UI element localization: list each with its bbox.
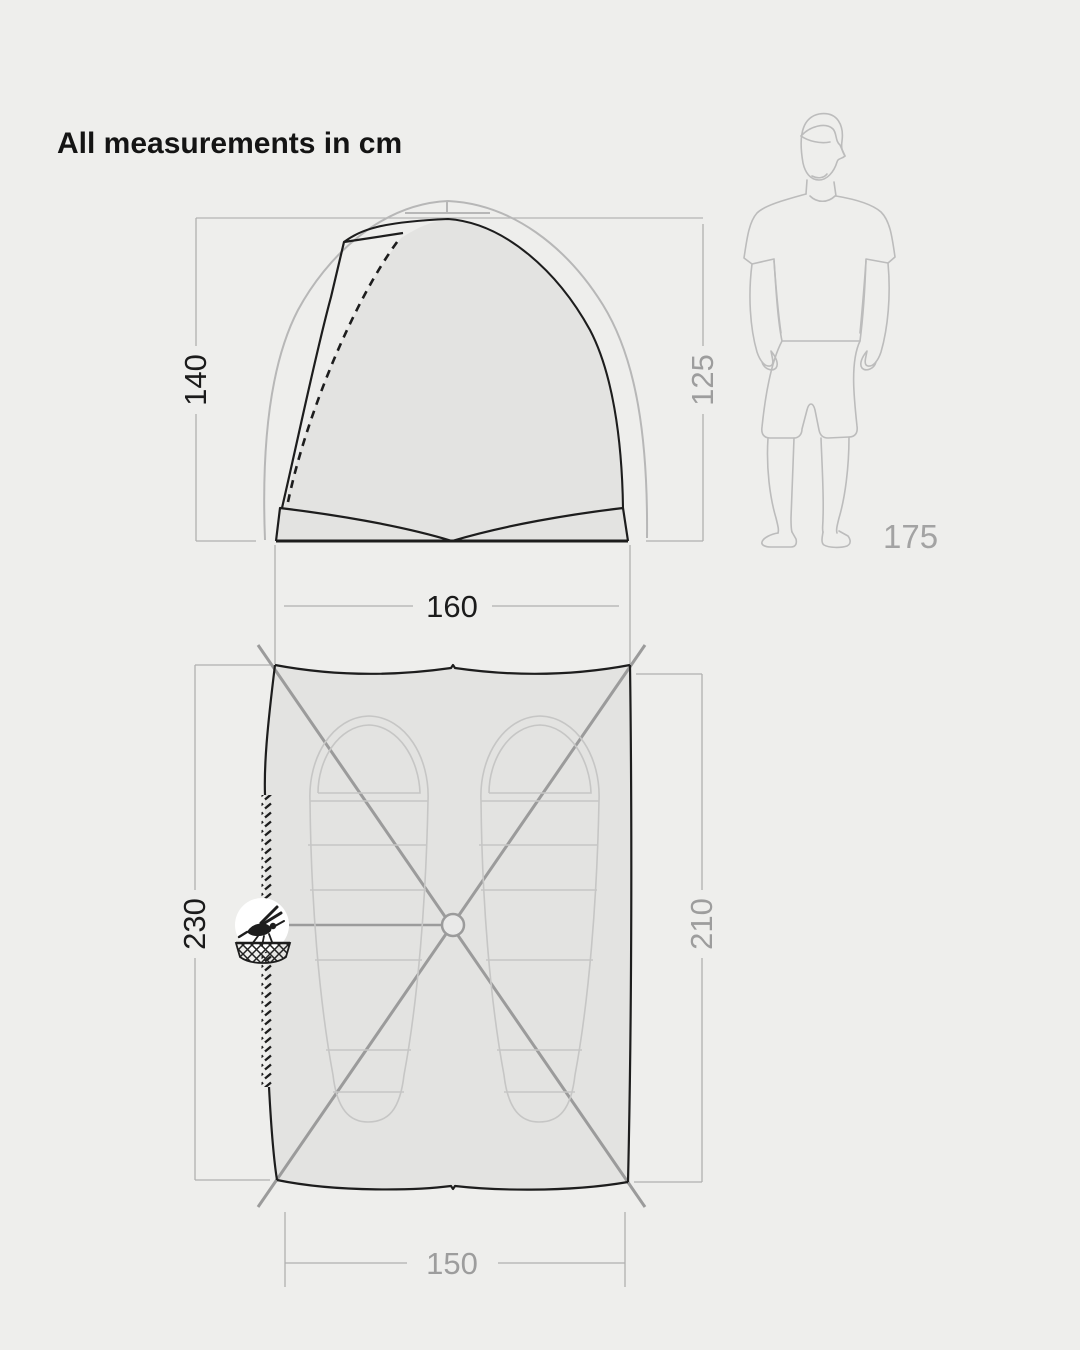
dim-label-160: 160 bbox=[426, 589, 478, 624]
dim-label-150: 150 bbox=[426, 1246, 478, 1281]
page-title: All measurements in cm bbox=[57, 127, 403, 160]
dim-label-140: 140 bbox=[178, 354, 213, 406]
person-height-label: 175 bbox=[883, 518, 939, 555]
dim-label-230: 230 bbox=[177, 898, 212, 950]
dim-label-210: 210 bbox=[684, 898, 719, 950]
pole-hub bbox=[442, 914, 464, 936]
mosquito-net-icon bbox=[235, 898, 290, 963]
dim-label-125: 125 bbox=[685, 354, 720, 406]
